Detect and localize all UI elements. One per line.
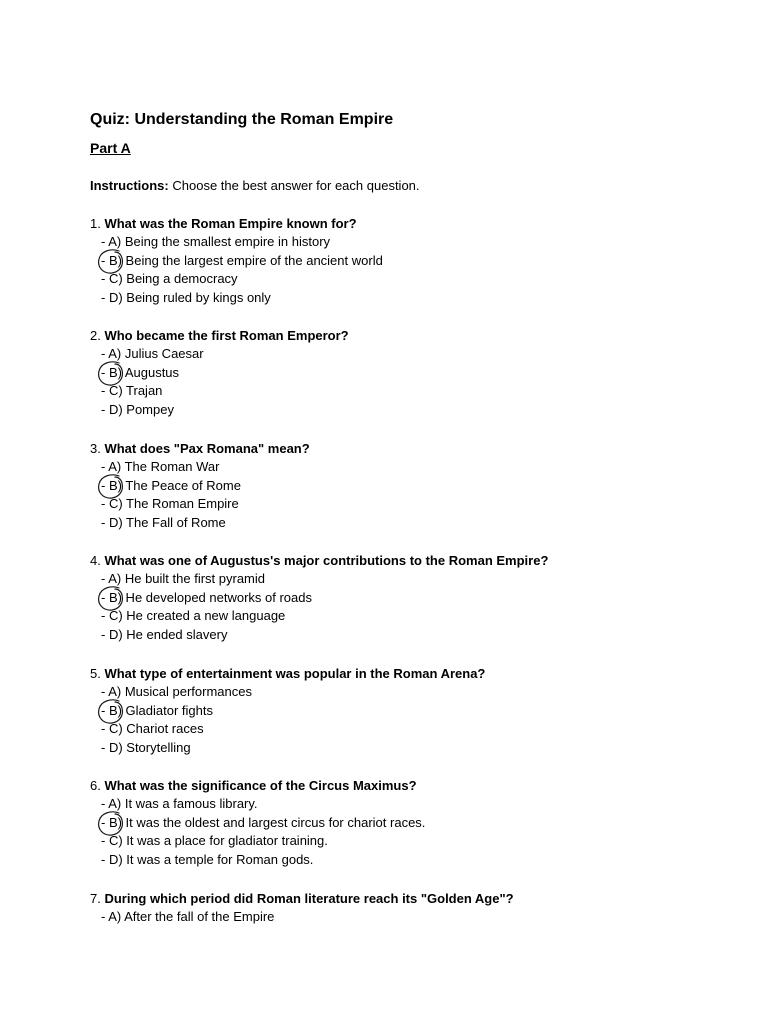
answer-options [90, 458, 730, 533]
option-d[interactable]: - D) Being ruled by kings only [101, 290, 271, 306]
option-d[interactable]: - D) Pompey [101, 402, 174, 418]
option-b[interactable]: - B) It was the oldest and largest circus for chariot races. [90, 814, 730, 833]
option-a[interactable]: - A) Musical performances [101, 684, 252, 699]
instructions-label: Instructions: [90, 178, 169, 193]
question-2 [90, 326, 730, 420]
question-5 [90, 664, 730, 758]
option-b[interactable]: - B) Augustus [90, 364, 730, 383]
option-a[interactable]: - A) He built the first pyramid [101, 571, 265, 586]
question-prompt: What was the Roman Empire known for? [104, 216, 357, 231]
question-number: 7. [90, 891, 101, 906]
instructions [90, 176, 420, 195]
question-prompt: What does "Pax Romana" mean? [104, 441, 310, 456]
answer-options [90, 233, 730, 308]
instructions-text: Choose the best answer for each question. [172, 178, 420, 193]
question-prompt: What type of entertainment was popular in the Roman Arena? [104, 666, 486, 681]
question-7 [90, 889, 730, 927]
question-text [90, 889, 730, 908]
question-text [90, 326, 730, 345]
option-c[interactable]: - C) Chariot races [101, 721, 204, 737]
question-6 [90, 776, 730, 870]
question-number: 6. [90, 778, 101, 793]
answer-options [90, 908, 730, 927]
option-a[interactable]: - A) It was a famous library. [101, 796, 258, 811]
question-text [90, 214, 730, 233]
question-3 [90, 439, 730, 533]
option-d[interactable]: - D) The Fall of Rome [101, 515, 226, 531]
question-number: 3. [90, 441, 101, 456]
option-a[interactable]: - A) The Roman War [101, 459, 220, 474]
option-c[interactable]: - C) He created a new language [101, 608, 286, 624]
page-title: Quiz: Understanding the Roman Empire [90, 111, 394, 128]
option-d[interactable]: - D) He ended slavery [101, 627, 228, 643]
option-a[interactable]: - A) Julius Caesar [101, 346, 204, 361]
option-a[interactable]: - A) After the fall of the Empire [101, 909, 275, 924]
answer-options [90, 795, 730, 870]
question-number: 4. [90, 553, 101, 568]
option-b[interactable]: - B) The Peace of Rome [90, 477, 730, 496]
option-c[interactable]: - C) It was a place for gladiator training. [101, 833, 328, 849]
question-4 [90, 551, 730, 645]
part-heading: Part A [90, 140, 131, 156]
question-text [90, 776, 730, 795]
option-c[interactable]: - C) Trajan [101, 383, 163, 399]
question-prompt: Who became the first Roman Emperor? [104, 328, 349, 343]
question-1 [90, 214, 730, 308]
question-prompt: What was the significance of the Circus Maximus? [104, 778, 417, 793]
option-a[interactable]: - A) Being the smallest empire in history [101, 234, 331, 249]
option-b[interactable]: - B) Gladiator fights [90, 702, 730, 721]
answer-options [90, 570, 730, 645]
option-d[interactable]: - D) Storytelling [101, 740, 191, 756]
question-number: 1. [90, 216, 101, 231]
question-number: 5. [90, 666, 101, 681]
question-prompt: What was one of Augustus's major contributions to the Roman Empire? [104, 553, 549, 568]
question-text [90, 551, 730, 570]
option-b[interactable]: - B) He developed networks of roads [90, 589, 730, 608]
question-number: 2. [90, 328, 101, 343]
option-c[interactable]: - C) Being a democracy [101, 271, 238, 287]
question-text [90, 439, 730, 458]
answer-options [90, 683, 730, 758]
option-c[interactable]: - C) The Roman Empire [101, 496, 239, 512]
question-prompt: During which period did Roman literature reach its "Golden Age"? [104, 891, 514, 906]
option-d[interactable]: - D) It was a temple for Roman gods. [101, 852, 314, 868]
answer-options [90, 345, 730, 420]
option-b[interactable]: - B) Being the largest empire of the ancient world [90, 252, 730, 271]
question-text [90, 664, 730, 683]
